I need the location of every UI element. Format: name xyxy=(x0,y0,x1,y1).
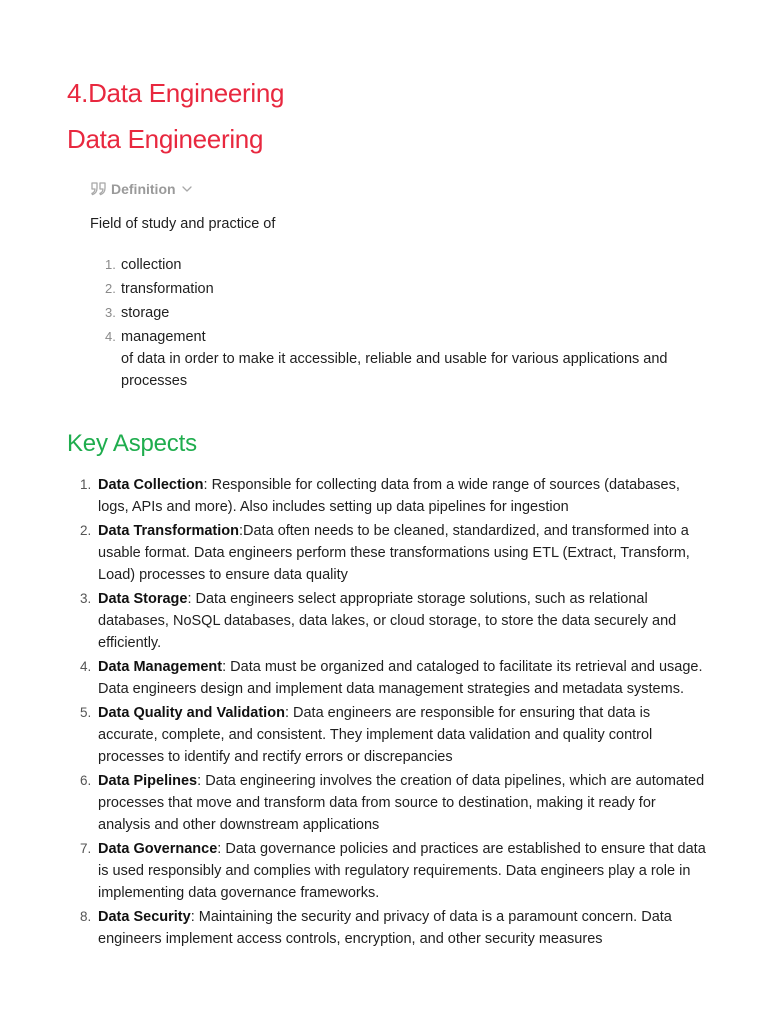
aspect-item xyxy=(67,702,707,768)
list-item xyxy=(90,326,690,392)
definition-intro: Field of study and practice of xyxy=(90,216,276,232)
aspect-text: Data often needs to be cleaned, standardized, and transformed into a usable format. Data engineers perform these transformations using ETL (Extract, Transform, Load) processes to ensure data quality xyxy=(98,523,690,583)
aspect-term: Data Transformation xyxy=(98,523,239,539)
list-text: transformation xyxy=(121,281,214,297)
aspect-separator: : xyxy=(203,477,212,493)
list-text: collection xyxy=(121,257,182,273)
definition-list xyxy=(90,254,690,394)
aspect-number: 1. xyxy=(80,477,92,492)
definition-label: Definition xyxy=(111,181,176,197)
aspect-number: 8. xyxy=(80,909,92,924)
definition-toggle[interactable] xyxy=(90,181,192,197)
aspect-number: 7. xyxy=(80,841,92,856)
aspect-term: Data Management xyxy=(98,659,223,675)
aspect-number: 2. xyxy=(80,523,92,538)
page-title: 4.Data Engineering xyxy=(67,78,285,108)
aspect-text: Data governance policies and practices are established to ensure that data is used responsibly and complies with regulatory requirements. Data engineers play a role in implementing data governance frameworks. xyxy=(98,841,706,901)
aspect-item xyxy=(67,906,707,950)
aspect-item xyxy=(67,520,707,586)
list-number: 4. xyxy=(105,329,116,344)
aspect-term: Data Governance xyxy=(98,841,218,857)
aspect-term: Data Quality and Validation xyxy=(98,705,285,721)
list-number: 2. xyxy=(105,281,116,296)
aspect-term: Data Security xyxy=(98,909,191,925)
chevron-down-icon xyxy=(182,185,192,193)
aspect-term: Data Collection xyxy=(98,477,204,493)
list-text: management xyxy=(121,329,206,345)
aspect-term: Data Storage xyxy=(98,591,188,607)
aspect-separator: : xyxy=(217,841,226,857)
aspect-item xyxy=(67,588,707,654)
aspect-text: Data engineers are responsible for ensuring that data is accurate, complete, and consistent. They implement data validation and quality control processes to identify and rectify errors or discrepancies xyxy=(98,705,653,765)
aspect-text: Data engineers select appropriate storage solutions, such as relational databases, NoSQL databases, data lakes, or cloud storage, to store the data securely and efficiently. xyxy=(98,591,677,651)
aspect-number: 6. xyxy=(80,773,92,788)
section-title: Data Engineering xyxy=(67,124,264,154)
aspect-text: Data must be organized and cataloged to facilitate its retrieval and usage. Data engineers design and implement data management strategies and metadata systems. xyxy=(98,659,703,697)
quote-icon xyxy=(90,182,107,196)
key-aspects-heading: Key Aspects xyxy=(67,430,197,457)
aspect-number: 4. xyxy=(80,659,92,674)
list-number: 1. xyxy=(105,257,116,272)
aspect-item xyxy=(67,474,707,518)
aspect-separator: : xyxy=(222,659,231,675)
list-number: 3. xyxy=(105,305,116,320)
key-aspects-list xyxy=(67,474,707,952)
list-item xyxy=(90,254,690,276)
aspect-number: 5. xyxy=(80,705,92,720)
aspect-separator: : xyxy=(190,909,199,925)
list-text: storage xyxy=(121,305,170,321)
aspect-item xyxy=(67,770,707,836)
list-item xyxy=(90,278,690,300)
aspect-text: Data engineering involves the creation of data pipelines, which are automated processes that move and transform data from source to destination, making it ready for analysis and other downstream applications xyxy=(98,773,705,833)
aspect-separator: : xyxy=(239,523,244,539)
aspect-separator: : xyxy=(187,591,196,607)
list-continuation: of data in order to make it accessible, reliable and usable for various applications and processes xyxy=(121,351,668,389)
aspect-separator: : xyxy=(197,773,206,789)
aspect-separator: : xyxy=(284,705,293,721)
aspect-item xyxy=(67,838,707,904)
aspect-text: Responsible for collecting data from a wide range of sources (databases, logs, APIs and more). Also includes setting up data pipelines for ingestion xyxy=(98,477,680,515)
aspect-text: Maintaining the security and privacy of data is a paramount concern. Data engineers implement access controls, encryption, and other security measures xyxy=(98,909,672,947)
aspect-number: 3. xyxy=(80,591,92,606)
list-item xyxy=(90,302,690,324)
aspect-item xyxy=(67,656,707,700)
aspect-term: Data Pipelines xyxy=(98,773,198,789)
